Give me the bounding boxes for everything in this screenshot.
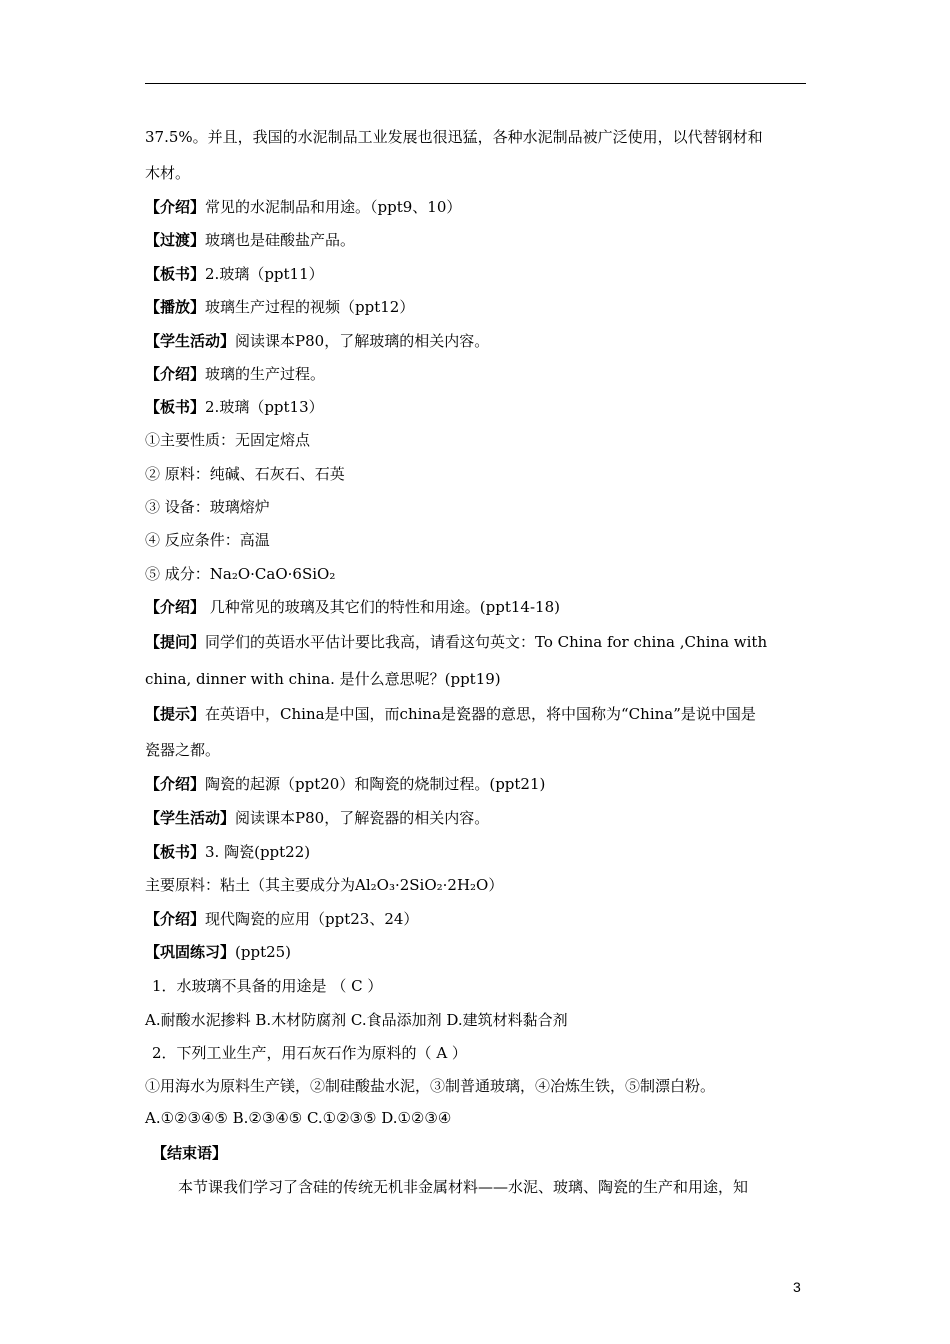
question-line: 1．水玻璃不具备的用途是 （ C ） (152, 977, 383, 995)
body-line: ③ 设备：玻璃熔炉 (145, 498, 270, 516)
body-line: 【介绍】陶瓷的起源（ppt20）和陶瓷的烧制过程。(ppt21) (145, 775, 546, 793)
section-tag: 【板书】 (145, 398, 206, 416)
section-tag: 【介绍】 (145, 598, 206, 616)
body-line: 木材。 (145, 164, 191, 182)
body-line: 【介绍】 几种常见的玻璃及其它们的特性和用途。(ppt14-18) (145, 598, 560, 616)
body-line: 【学生活动】阅读课本P80，了解玻璃的相关内容。 (145, 332, 490, 350)
body-line: 【板书】2.玻璃（ppt11） (145, 265, 324, 283)
body-line: 本节课我们学习了含硅的传统无机非金属材料——水泥、玻璃、陶瓷的生产和用途，知 (178, 1178, 749, 1196)
body-line: 主要原料：粘土（其主要成分为Al₂O₃·2SiO₂·2H₂O） (145, 876, 504, 894)
section-tag: 【介绍】 (145, 910, 206, 928)
body-line: 【板书】2.玻璃（ppt13） (145, 398, 324, 416)
page-number: 3 (793, 1279, 801, 1295)
section-tag: 【结束语】 (152, 1144, 228, 1162)
section-tag: 【介绍】 (145, 365, 206, 383)
body-line: ①用海水为原料生产镁，②制硅酸盐水泥，③制普通玻璃，④冶炼生铁，⑤制漂白粉。 (145, 1077, 716, 1095)
body-line: ①主要性质：无固定熔点 (145, 431, 311, 449)
header-rule (145, 83, 806, 84)
body-line (152, 1143, 227, 1163)
option-line: A.①②③④⑤ B.②③④⑤ C.①②③⑤ D.①②③④ (145, 1109, 452, 1127)
body-line: 【巩固练习】(ppt25) (145, 943, 292, 961)
body-line: 【介绍】现代陶瓷的应用（ppt23、24） (145, 910, 419, 928)
body-line: 【板书】3. 陶瓷(ppt22) (145, 843, 311, 861)
section-tag: 【播放】 (145, 298, 206, 316)
body-line: ④ 反应条件：高温 (145, 531, 270, 549)
option-line: A.耐酸水泥掺料 B.木材防腐剂 C.食品添加剂 D.建筑材料黏合剂 (145, 1011, 568, 1029)
section-tag: 【学生活动】 (145, 809, 236, 827)
body-line: 【播放】玻璃生产过程的视频（ppt12） (145, 298, 415, 316)
section-tag: 【提问】 (145, 633, 206, 651)
body-line: 【介绍】玻璃的生产过程。 (145, 365, 326, 383)
section-tag: 【介绍】 (145, 198, 206, 216)
section-tag: 【板书】 (145, 265, 206, 283)
body-line: ⑤ 成分：Na₂O·CaO·6SiO₂ (145, 565, 336, 583)
section-tag: 【提示】 (145, 705, 206, 723)
section-tag: 【学生活动】 (145, 332, 236, 350)
section-tag: 【巩固练习】 (145, 943, 236, 961)
body-line: 【介绍】常见的水泥制品和用途。（ppt9、10） (145, 198, 462, 216)
section-tag: 【介绍】 (145, 775, 206, 793)
body-line: 瓷器之都。 (145, 741, 221, 759)
body-line: 【过渡】玻璃也是硅酸盐产品。 (145, 231, 356, 249)
section-tag: 【板书】 (145, 843, 206, 861)
body-line: china, dinner with china. 是什么意思呢？(ppt19) (145, 670, 501, 688)
body-line: 【提示】在英语中，China是中国，而china是瓷器的意思，将中国称为“China”是说中国是 (145, 705, 756, 723)
body-line: 37.5%。并且，我国的水泥制品工业发展也很迅猛，各种水泥制品被广泛使用，以代替钢材和 (145, 128, 763, 146)
body-line: 【提问】同学们的英语水平估计要比我高，请看这句英文：To China for china ,China with (145, 633, 768, 651)
section-tag: 【过渡】 (145, 231, 206, 249)
body-line: ② 原料：纯碱、石灰石、石英 (145, 465, 345, 483)
body-line: 【学生活动】阅读课本P80，了解瓷器的相关内容。 (145, 809, 490, 827)
question-line: 2．下列工业生产，用石灰石作为原料的（ A ） (152, 1044, 467, 1062)
